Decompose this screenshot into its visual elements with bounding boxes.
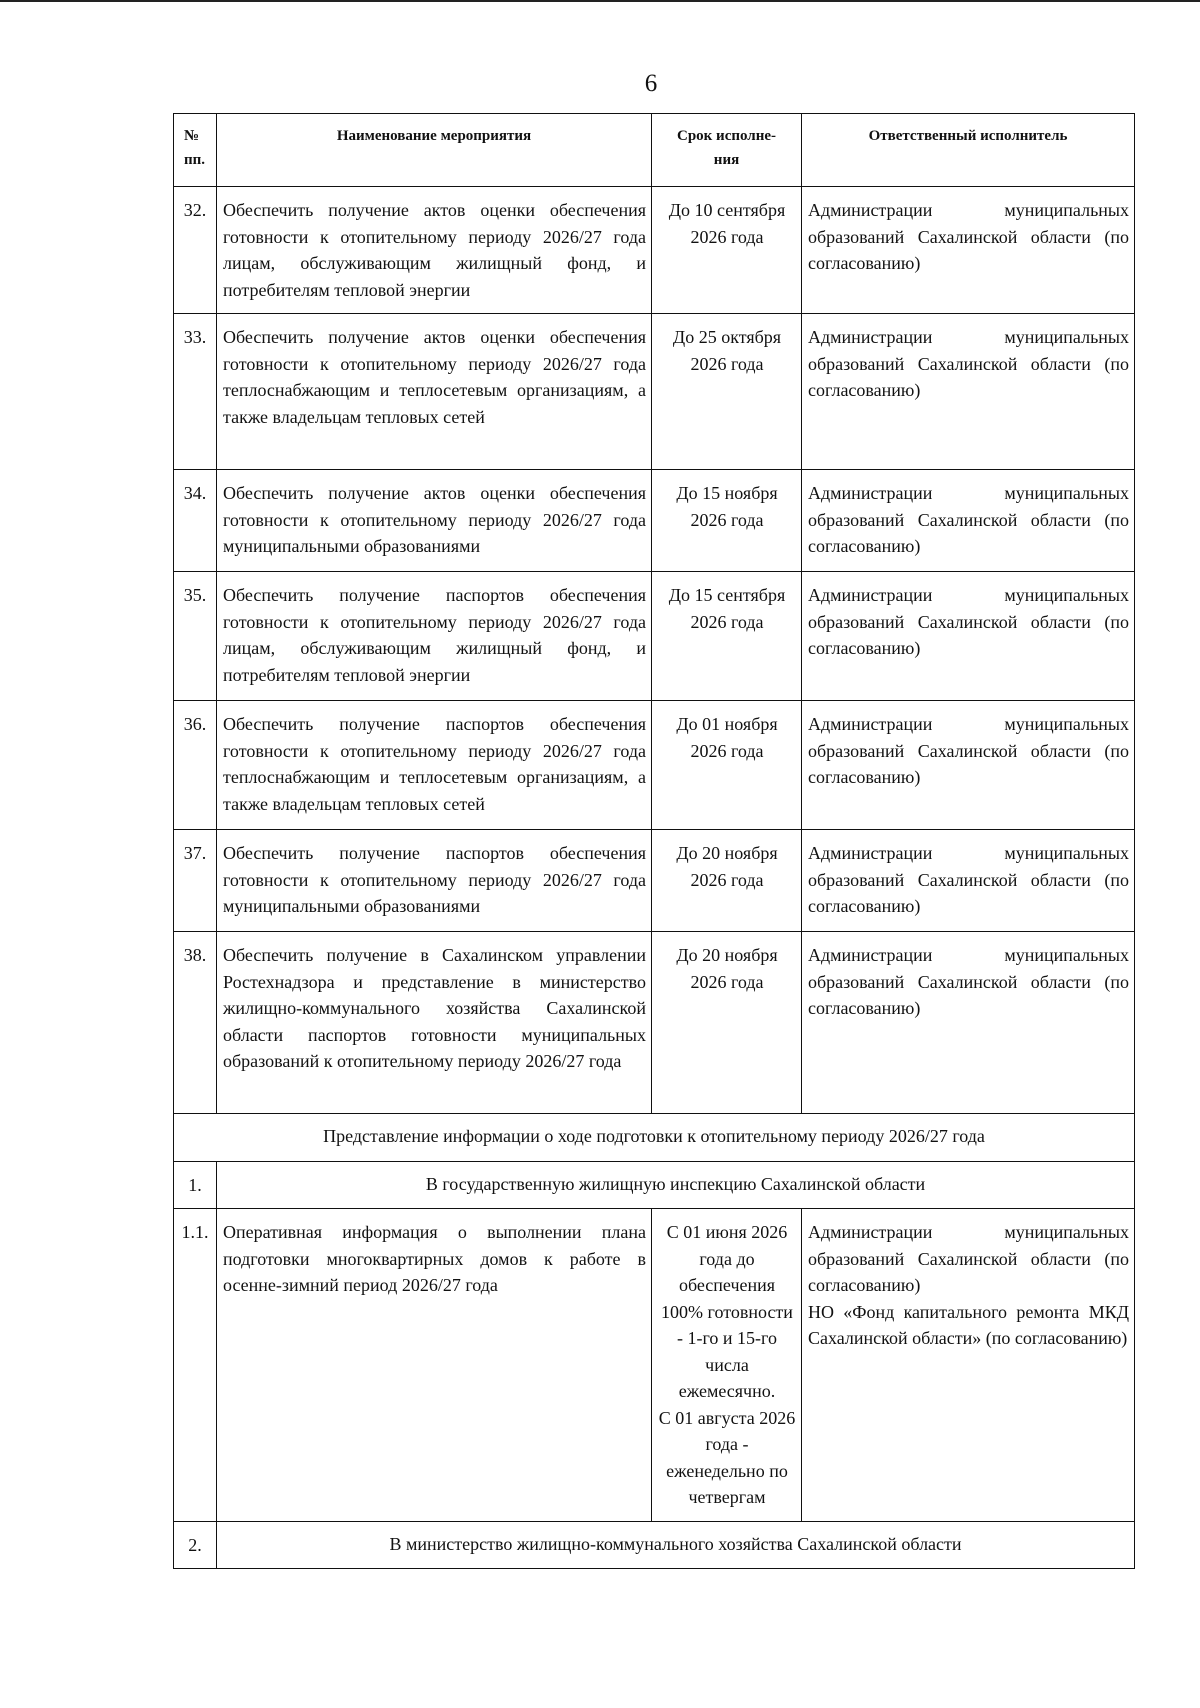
responsible-line: НО «Фонд капитального ремонта МКД Сахалинской области» (по согласованию) [808,1301,1129,1348]
table-row [174,1209,1135,1522]
section-title: Представление информации о ходе подготовки к отопительному периоду 2026/27 года [174,1114,1135,1162]
header-responsible: Ответственный исполнитель [802,114,1135,187]
header-number: № пп. [174,114,217,187]
responsible-line: Администрации муниципальных образований Сахалинской области (по согласованию) [808,1222,1129,1295]
row-number: 36. [174,701,217,830]
deadline: До 20 ноября 2026 года [652,932,802,1114]
table-row [174,701,1135,830]
row-number: 33. [174,314,217,470]
deadline: С 01 июня 2026 года до обеспечения 100% готовности - 1-го и 15-го числа ежемесячно. С 01 августа 2026 года - еженедельно по четвергам [652,1209,802,1522]
responsible: Администрации муниципальных образований Сахалинской области (по согласованию) [802,701,1135,830]
activity-name: Обеспечить получение в Сахалинском управлении Ростехнадзора и представление в министерство жилищно-коммунального хозяйства Сахалинской области паспортов готовности муниципальных образований к отопительному периоду 2026/27 года [217,932,652,1114]
responsible [802,1209,1135,1522]
row-number: 34. [174,470,217,572]
table-row [174,187,1135,314]
section-row [174,1114,1135,1162]
activity-name: Оперативная информация о выполнении плана подготовки многоквартирных домов к работе в осенне-зимний период 2026/27 года [217,1209,652,1522]
table-row [174,470,1135,572]
responsible: Администрации муниципальных образований Сахалинской области (по согласованию) [802,314,1135,470]
row-number: 37. [174,830,217,932]
group-number: 2. [174,1521,217,1569]
header-activity-name: Наименование мероприятия [217,114,652,187]
deadline: До 10 сентября 2026 года [652,187,802,314]
header-deadline: Срок исполне- ния [652,114,802,187]
group-row [174,1161,1135,1209]
deadline: До 20 ноября 2026 года [652,830,802,932]
table-row [174,932,1135,1114]
activity-name: Обеспечить получение паспортов обеспечения готовности к отопительному периоду 2026/27 года лицам, обслуживающим жилищный фонд, и потребителям тепловой энергии [217,572,652,701]
activity-name: Обеспечить получение актов оценки обеспечения готовности к отопительному периоду 2026/27 года лицам, обслуживающим жилищный фонд, и потребителям тепловой энергии [217,187,652,314]
table-row [174,314,1135,470]
row-number: 35. [174,572,217,701]
activity-name: Обеспечить получение паспортов обеспечения готовности к отопительному периоду 2026/27 года муниципальными образованиями [217,830,652,932]
row-number: 38. [174,932,217,1114]
group-title: В министерство жилищно-коммунального хозяйства Сахалинской области [217,1521,1135,1569]
group-row [174,1521,1135,1569]
row-number: 32. [174,187,217,314]
deadline: До 15 ноября 2026 года [652,470,802,572]
group-title: В государственную жилищную инспекцию Сахалинской области [217,1161,1135,1209]
responsible: Администрации муниципальных образований Сахалинской области (по согласованию) [802,830,1135,932]
page-number: 6 [644,70,658,97]
table-header-row [174,114,1135,187]
scan-top-border [0,0,1200,2]
deadline: До 01 ноября 2026 года [652,701,802,830]
row-number: 1.1. [174,1209,217,1522]
activity-name: Обеспечить получение актов оценки обеспечения готовности к отопительному периоду 2026/27 года муниципальными образованиями [217,470,652,572]
responsible: Администрации муниципальных образований Сахалинской области (по согласованию) [802,572,1135,701]
activity-name: Обеспечить получение паспортов обеспечения готовности к отопительному периоду 2026/27 года теплоснабжающим и теплосетевым организациям, а также владельцам тепловых сетей [217,701,652,830]
activity-name: Обеспечить получение актов оценки обеспечения готовности к отопительному периоду 2026/27 года теплоснабжающим и теплосетевым организациям, а также владельцам тепловых сетей [217,314,652,470]
responsible: Администрации муниципальных образований Сахалинской области (по согласованию) [802,187,1135,314]
group-number: 1. [174,1161,217,1209]
deadline: До 25 октября 2026 года [652,314,802,470]
responsible: Администрации муниципальных образований Сахалинской области (по согласованию) [802,470,1135,572]
table-row [174,572,1135,701]
table-row [174,830,1135,932]
deadline: До 15 сентября 2026 года [652,572,802,701]
action-plan-table [173,113,1135,1569]
responsible: Администрации муниципальных образований Сахалинской области (по согласованию) [802,932,1135,1114]
